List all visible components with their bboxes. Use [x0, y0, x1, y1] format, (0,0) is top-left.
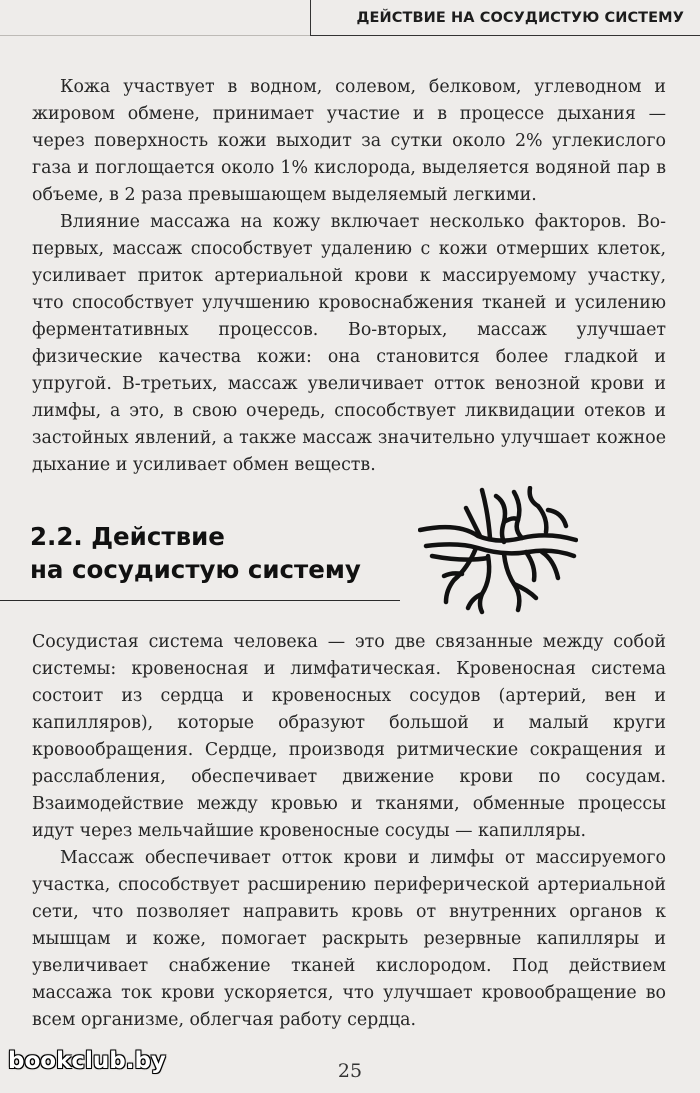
section-title-line2: на сосудистую систему	[30, 555, 361, 584]
blood-vessels-icon	[418, 486, 578, 616]
paragraph-massage-skin-effects: Влияние массажа на кожу включает несколько факторов. Во-первых, массаж способствует удалению с кожи отмерших клеток, усиливает приток артериальной крови к массируемому участку, что способствует улучшению кровоснабжения тканей и усилению ферментативных процессов. Во-вторых, массаж улучшает физические качества кожи: она становится более гладкой и упругой. В-третьих, массаж увеличивает отток венозной крови и лимфы, а это, в свою очередь, способствует ликвидации отеков и застойных явлений, а также массаж значительно улучшает кожное дыхание и усиливает обмен веществ.	[32, 212, 666, 475]
watermark-text: bookclub.by	[8, 1048, 166, 1074]
paragraph-massage-circulation: Массаж обеспечивает отток крови и лимфы от массируемого участка, способствует расширению периферической артериальной сети, что позволяет направить кровь от внутренних органов к мышцам и коже, помогает раскрыть резервные капилляры и увеличивает снабжение тканей кислородом. Под действием массажа ток крови ускоряется, что улучшает кровообращение во всем организме, облегчая работу сердца.	[32, 848, 666, 1030]
running-header-title: ДЕЙСТВИЕ НА СОСУДИСТУЮ СИСТЕМУ	[356, 9, 684, 26]
section-heading	[0, 504, 400, 601]
running-header	[310, 0, 700, 36]
section-title-line1: 2.2. Действие	[30, 522, 225, 551]
paragraph-skin-metabolism: Кожа участвует в водном, солевом, белковом, углеводном и жировом обмене, принимает участие и в процессе дыхания — через поверхность кожи выходит за сутки около 2% углекислого газа и поглощается около 1% кислорода, выделяется водяной пар в объеме, в 2 раза превышающем выделяемый легкими.	[32, 77, 666, 205]
header-divider	[0, 35, 310, 36]
section-title	[30, 520, 390, 586]
page-number: 25	[337, 1060, 363, 1082]
paragraph-vascular-system: Сосудистая система человека — это две связанные между собой системы: кровеносная и лимфатическая. Кровеносная система состоит из сердца и кровеносных сосудов (артерий, вен и капилляров), которые образуют большой и малый круги кровообращения. Сердце, производя ритмические сокращения и расслабления, обеспечивает движение крови по сосудам. Взаимодействие между кровью и тканями, обменные процессы идут через мельчайшие кровеносные сосуды — капилляры.	[32, 632, 666, 841]
